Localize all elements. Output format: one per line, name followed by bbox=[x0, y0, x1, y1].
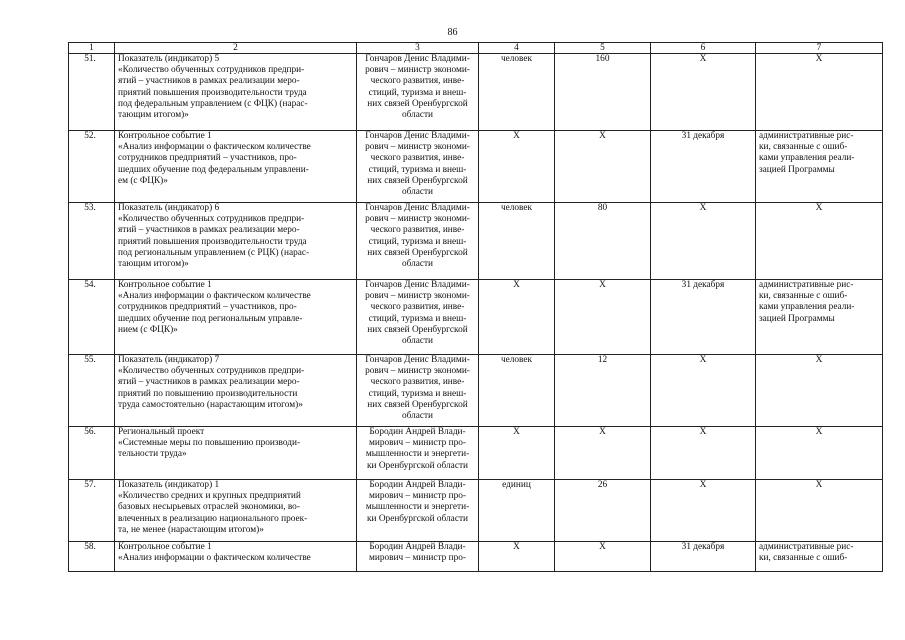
risk-cell-line: административные рис- bbox=[759, 280, 854, 290]
description-cell-line: влеченных в реализацию национального проек- bbox=[118, 513, 308, 524]
responsible-cell-line: рович – министр экономи- bbox=[365, 65, 470, 76]
unit-cell: человек bbox=[479, 355, 555, 427]
header-cell: 4 bbox=[479, 43, 555, 54]
description-cell bbox=[115, 480, 357, 542]
responsible-cell-line: области bbox=[401, 411, 434, 422]
description-cell-line: труда самостоятельно (нарастающим итогом)» bbox=[118, 399, 303, 410]
responsible-cell-line: Бородин Андрей Влади- bbox=[369, 542, 466, 552]
term-cell: 31 декабря bbox=[651, 542, 756, 572]
value-cell: 160 bbox=[555, 54, 651, 131]
description-cell-line: ятий – участников в рамках реализации меро- bbox=[118, 377, 300, 388]
unit-cell: Х bbox=[479, 542, 555, 572]
responsible-cell-line: рович – министр экономи- bbox=[365, 291, 470, 302]
description-cell-line: базовых несырьевых отраслей экономики, во- bbox=[118, 502, 300, 513]
responsible-cell-line: Гончаров Денис Владими- bbox=[365, 355, 470, 365]
description-cell-line: тельности труда» bbox=[118, 449, 187, 460]
responsible-cell-line: ческого развития, инве- bbox=[370, 377, 465, 388]
value-cell: Х bbox=[555, 131, 651, 203]
term-cell: Х bbox=[651, 480, 756, 542]
responsible-cell-line: стиций, туризма и внеш- bbox=[368, 87, 467, 98]
risk-cell: Х bbox=[756, 54, 883, 131]
description-cell-line: ятий – участников в рамках реализации меро- bbox=[118, 76, 300, 87]
description-cell-line: та, не менее (нарастающим итогом)» bbox=[118, 524, 264, 535]
header-cell: 3 bbox=[357, 43, 479, 54]
description-cell-line: шедших обучение под федеральным управлени- bbox=[118, 164, 309, 175]
risk-cell-line: ками управления реали- bbox=[759, 153, 855, 164]
table-row bbox=[69, 427, 883, 480]
row-number: 56. bbox=[69, 427, 115, 480]
risk-cell-line: административные рис- bbox=[759, 542, 854, 552]
responsible-cell-line: Бородин Андрей Влади- bbox=[369, 480, 466, 490]
row-number: 58. bbox=[69, 542, 115, 572]
value-cell: 12 bbox=[555, 355, 651, 427]
responsible-cell-line: мышленности и энергети- bbox=[365, 449, 470, 460]
row-number: 55. bbox=[69, 355, 115, 427]
description-cell-line: ем (с ФЦК)» bbox=[118, 175, 168, 186]
header-row bbox=[69, 43, 883, 54]
description-cell bbox=[115, 280, 357, 355]
description-cell-line: Показатель (индикатор) 1 bbox=[118, 480, 220, 490]
description-cell bbox=[115, 203, 357, 280]
table-row bbox=[69, 542, 883, 572]
responsible-cell-line: них связей Оренбургской bbox=[367, 399, 468, 410]
responsible-cell-line: ческого развития, инве- bbox=[370, 225, 465, 236]
risk-cell-line: зацией Программы bbox=[759, 164, 835, 175]
responsible-cell-line: рович – министр экономи- bbox=[365, 142, 470, 153]
term-cell: 31 декабря bbox=[651, 280, 756, 355]
description-cell-line: тающим итогом)» bbox=[118, 259, 189, 270]
description-cell-line: «Количество средних и крупных предприятий bbox=[118, 491, 301, 502]
risk-cell: Х bbox=[756, 355, 883, 427]
term-cell: Х bbox=[651, 355, 756, 427]
header-cell: 2 bbox=[115, 43, 357, 54]
responsible-cell-line: области bbox=[401, 110, 434, 121]
row-number: 51. bbox=[69, 54, 115, 131]
description-cell-line: Региональный проект bbox=[118, 427, 205, 437]
responsible-cell-line: стиций, туризма и внеш- bbox=[368, 236, 467, 247]
description-cell-line: Контрольное событие 1 bbox=[118, 542, 212, 552]
responsible-cell bbox=[357, 280, 479, 355]
description-cell-line: Контрольное событие 1 bbox=[118, 280, 212, 290]
risk-cell: Х bbox=[756, 427, 883, 480]
responsible-cell bbox=[357, 54, 479, 131]
responsible-cell-line: мышленности и энергети- bbox=[365, 502, 470, 513]
value-cell: Х bbox=[555, 542, 651, 572]
risk-cell bbox=[756, 280, 883, 355]
responsible-cell bbox=[357, 542, 479, 572]
description-cell-line: приятий повышения производительности труда bbox=[118, 236, 307, 247]
value-cell: Х bbox=[555, 427, 651, 480]
description-cell-line: «Количество обученных сотрудников предпри- bbox=[118, 366, 305, 377]
description-cell-line: Показатель (индикатор) 5 bbox=[118, 54, 220, 64]
responsible-cell bbox=[357, 427, 479, 480]
description-cell-line: Показатель (индикатор) 6 bbox=[118, 203, 220, 213]
description-cell-line: шедших обучение под региональным управле- bbox=[118, 313, 303, 324]
unit-cell: человек bbox=[479, 54, 555, 131]
responsible-cell-line: стиций, туризма и внеш- bbox=[368, 388, 467, 399]
risk-cell: Х bbox=[756, 480, 883, 542]
responsible-cell bbox=[357, 480, 479, 542]
responsible-cell-line: рович – министр экономи- bbox=[365, 214, 470, 225]
responsible-cell-line: области bbox=[401, 187, 434, 198]
term-cell: Х bbox=[651, 427, 756, 480]
responsible-cell bbox=[357, 131, 479, 203]
value-cell: 26 bbox=[555, 480, 651, 542]
responsible-cell-line: стиций, туризма и внеш- bbox=[368, 313, 467, 324]
responsible-cell-line: Гончаров Денис Владими- bbox=[365, 203, 470, 213]
description-cell-line: «Количество обученных сотрудников предпри- bbox=[118, 214, 305, 225]
responsible-cell-line: рович – министр экономи- bbox=[365, 366, 470, 377]
header-cell: 5 bbox=[555, 43, 651, 54]
description-cell-line: «Системные меры по повышению производи- bbox=[118, 438, 301, 449]
responsible-cell-line: области bbox=[401, 259, 434, 270]
description-cell-line: «Количество обученных сотрудников предпри- bbox=[118, 65, 305, 76]
description-cell-line: тающим итогом)» bbox=[118, 110, 189, 121]
description-cell bbox=[115, 355, 357, 427]
responsible-cell-line: них связей Оренбургской bbox=[367, 324, 468, 335]
responsible-cell-line: Гончаров Денис Владими- bbox=[365, 280, 470, 290]
responsible-cell-line: мирович – министр про- bbox=[369, 438, 466, 449]
table-row bbox=[69, 480, 883, 542]
risk-cell-line: ки, связанные с ошиб- bbox=[759, 291, 848, 302]
responsible-cell-line: стиций, туризма и внеш- bbox=[368, 164, 467, 175]
responsible-cell-line: ческого развития, инве- bbox=[370, 153, 465, 164]
responsible-cell-line: мирович – министр про- bbox=[369, 553, 466, 564]
responsible-cell-line: мирович – министр про- bbox=[369, 491, 466, 502]
description-cell bbox=[115, 542, 357, 572]
risk-cell-line: ки, связанные с ошиб- bbox=[759, 553, 848, 564]
responsible-cell-line: ки Оренбургской области bbox=[367, 513, 468, 524]
responsible-cell bbox=[357, 203, 479, 280]
table-row bbox=[69, 54, 883, 131]
risk-cell-line: ки, связанные с ошиб- bbox=[759, 142, 848, 153]
risk-cell-line: ками управления реали- bbox=[759, 302, 855, 313]
row-number: 52. bbox=[69, 131, 115, 203]
risk-cell: Х bbox=[756, 203, 883, 280]
program-table bbox=[68, 42, 883, 572]
table-row bbox=[69, 131, 883, 203]
risk-cell bbox=[756, 131, 883, 203]
unit-cell: Х bbox=[479, 131, 555, 203]
description-cell-line: нием (с ФЦК)» bbox=[118, 324, 178, 335]
description-cell bbox=[115, 131, 357, 203]
header-cell: 7 bbox=[756, 43, 883, 54]
table-row bbox=[69, 203, 883, 280]
row-number: 57. bbox=[69, 480, 115, 542]
responsible-cell-line: Гончаров Денис Владими- bbox=[365, 131, 470, 141]
page-number: 86 bbox=[447, 27, 458, 38]
description-cell-line: «Анализ информации о фактическом количестве bbox=[118, 142, 311, 153]
value-cell: Х bbox=[555, 280, 651, 355]
description-cell bbox=[115, 427, 357, 480]
responsible-cell-line: Бородин Андрей Влади- bbox=[369, 427, 466, 437]
risk-cell bbox=[756, 542, 883, 572]
description-cell bbox=[115, 54, 357, 131]
table-row bbox=[69, 355, 883, 427]
unit-cell: Х bbox=[479, 427, 555, 480]
term-cell: Х bbox=[651, 203, 756, 280]
unit-cell: единиц bbox=[479, 480, 555, 542]
responsible-cell-line: ческого развития, инве- bbox=[370, 76, 465, 87]
description-cell-line: приятий по повышению производительности bbox=[118, 388, 298, 399]
risk-cell-line: административные рис- bbox=[759, 131, 854, 141]
responsible-cell-line: них связей Оренбургской bbox=[367, 175, 468, 186]
responsible-cell bbox=[357, 355, 479, 427]
description-cell-line: «Анализ информации о фактическом количестве bbox=[118, 553, 311, 564]
header-cell: 6 bbox=[651, 43, 756, 54]
responsible-cell-line: Гончаров Денис Владими- bbox=[365, 54, 470, 64]
description-cell-line: Показатель (индикатор) 7 bbox=[118, 355, 220, 365]
responsible-cell-line: них связей Оренбургской bbox=[367, 247, 468, 258]
unit-cell: Х bbox=[479, 280, 555, 355]
responsible-cell-line: ки Оренбургской области bbox=[367, 460, 468, 471]
description-cell-line: под региональным управлением (с РЦК) (нарас- bbox=[118, 247, 310, 258]
header-cell: 1 bbox=[69, 43, 115, 54]
table-row bbox=[69, 280, 883, 355]
description-cell-line: ятий – участников в рамках реализации меро- bbox=[118, 225, 300, 236]
responsible-cell-line: них связей Оренбургской bbox=[367, 98, 468, 109]
unit-cell: человек bbox=[479, 203, 555, 280]
responsible-cell-line: ческого развития, инве- bbox=[370, 302, 465, 313]
description-cell-line: под федеральным управлением (с ФЦК) (нарас- bbox=[118, 98, 308, 109]
term-cell: 31 декабря bbox=[651, 131, 756, 203]
row-number: 54. bbox=[69, 280, 115, 355]
description-cell-line: Контрольное событие 1 bbox=[118, 131, 212, 141]
risk-cell-line: зацией Программы bbox=[759, 313, 835, 324]
description-cell-line: приятий повышения производительности труда bbox=[118, 87, 307, 98]
description-cell-line: сотрудников предприятий – участников, про- bbox=[118, 153, 297, 164]
row-number: 53. bbox=[69, 203, 115, 280]
term-cell: Х bbox=[651, 54, 756, 131]
responsible-cell-line: области bbox=[401, 336, 434, 347]
description-cell-line: «Анализ информации о фактическом количестве bbox=[118, 291, 311, 302]
description-cell-line: сотрудников предприятий – участников, про- bbox=[118, 302, 297, 313]
value-cell: 80 bbox=[555, 203, 651, 280]
